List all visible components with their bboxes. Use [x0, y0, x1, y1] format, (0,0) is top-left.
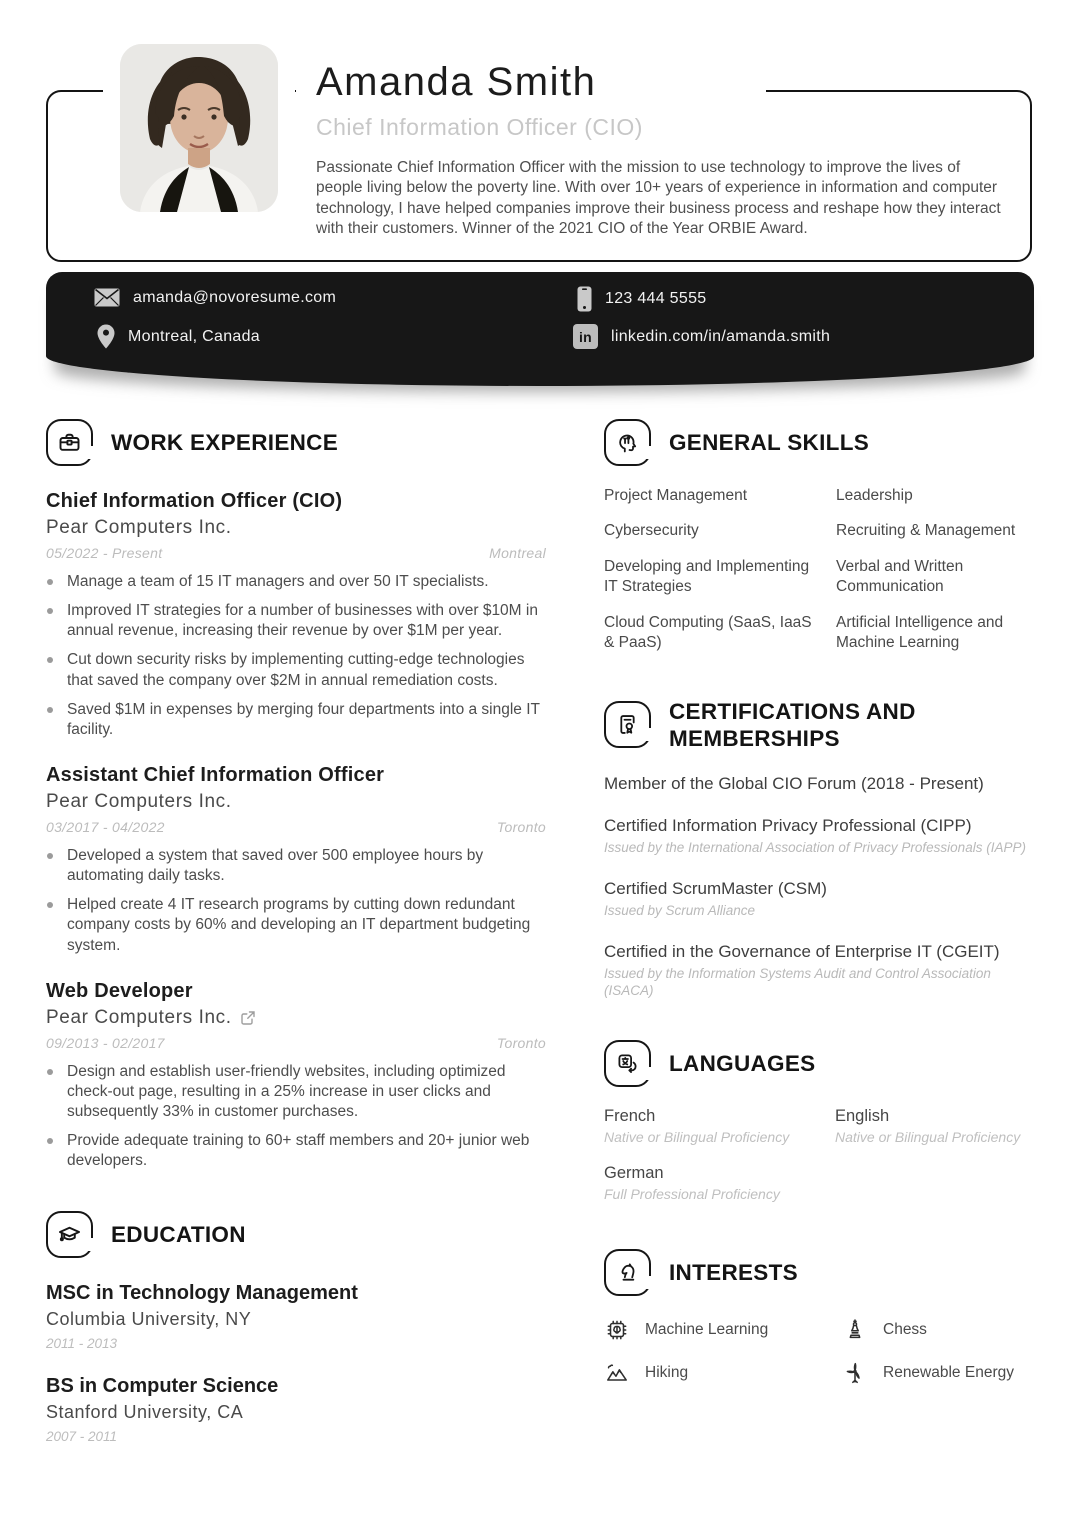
job-company-text: Pear Computers Inc. — [46, 1006, 232, 1028]
language-name: German — [604, 1163, 664, 1182]
education-entry — [46, 1375, 546, 1444]
job-location: Toronto — [496, 818, 546, 835]
language-name: French — [604, 1106, 656, 1125]
language-entry — [604, 1107, 835, 1145]
job-bullet: Design and establish user-friendly websites, including optimized check-out page, resulting in a 25% increase in user clicks and subsequently 33% in customer purchases. — [46, 1062, 546, 1122]
job-bullet: Manage a team of 15 IT managers and over 50 IT specialists. — [46, 572, 546, 592]
certification-name: Member of the Global CIO Forum (2018 - Present) — [604, 773, 984, 793]
section-work-experience — [46, 419, 546, 466]
certification-entry — [604, 815, 1040, 857]
svg-text:in: in — [578, 329, 593, 345]
certification-entry — [604, 878, 1040, 920]
skill-item: Leadership — [836, 487, 913, 504]
job-meta — [46, 1035, 546, 1051]
chess-piece-icon — [842, 1317, 868, 1343]
contact-linkedin-text: linkedin.com/in/amanda.smith — [611, 327, 831, 345]
mountains-icon — [604, 1360, 630, 1386]
interest-label: Chess — [883, 1320, 927, 1338]
section-certifications — [604, 698, 1040, 752]
section-title: GENERAL SKILLS — [669, 430, 870, 455]
certification-issuer: Issued by the International Association of Privacy Professionals (IAPP) — [604, 840, 1026, 856]
interest-label: Machine Learning — [645, 1320, 769, 1338]
interest-item — [604, 1360, 842, 1386]
certification-name: Certified Information Privacy Professional (CIPP) — [604, 815, 972, 835]
job-entry — [46, 980, 546, 1172]
person-name: Amanda Smith — [316, 60, 597, 104]
skill-item: Cloud Computing (SaaS, IaaS & PaaS) — [604, 613, 812, 652]
certificate-icon — [604, 701, 651, 748]
language-entry — [835, 1107, 1040, 1145]
contact-location[interactable] — [97, 324, 260, 349]
job-entry — [46, 490, 546, 740]
language-entry — [604, 1164, 835, 1202]
job-entry — [46, 764, 546, 956]
section-languages — [604, 1040, 1040, 1087]
interest-label: Renewable Energy — [883, 1363, 1014, 1381]
contact-phone[interactable] — [577, 286, 706, 312]
chess-knight-icon — [604, 1249, 651, 1296]
section-title: LANGUAGES — [669, 1050, 816, 1076]
profile-photo — [120, 44, 278, 212]
language-level: Full Professional Proficiency — [604, 1185, 780, 1202]
skill-item: Recruiting & Management — [836, 522, 1016, 540]
language-level: Native or Bilingual Proficiency — [604, 1128, 790, 1145]
contact-bar — [46, 272, 1034, 386]
linkedin-icon — [573, 324, 598, 349]
education-degree: BS in Computer Science — [46, 1375, 279, 1398]
certification-name: Certified ScrumMaster (CSM) — [604, 878, 827, 898]
location-pin-icon — [97, 324, 115, 349]
job-meta — [46, 819, 546, 835]
profile-summary: Passionate Chief Information Officer with the mission to use technology to improve the lives of people living below the poverty line. With over 10+ years of experience in information and computer technology, I have helped companies improve their business process and reshape how they interact with their customers. Winner of the 2021 CIO of the Year ORBIE Award. — [316, 159, 1001, 238]
languages-grid — [604, 1107, 1040, 1202]
job-company — [46, 1007, 546, 1029]
translate-icon — [604, 1040, 651, 1087]
certification-name: Certified in the Governance of Enterprise IT (CGEIT) — [604, 941, 1000, 961]
skill-item: Cybersecurity — [604, 522, 699, 540]
interest-label: Hiking — [645, 1363, 689, 1381]
contact-location-text: Montreal, Canada — [128, 327, 260, 345]
graduation-cap-icon — [46, 1211, 93, 1258]
language-name: English — [835, 1106, 890, 1125]
language-entry-empty — [835, 1164, 1040, 1202]
education-school: Stanford University, CA — [46, 1402, 244, 1423]
job-bullets — [46, 1062, 546, 1172]
envelope-icon — [94, 288, 120, 307]
briefcase-icon — [46, 419, 93, 466]
certification-issuer: Issued by Scrum Alliance — [604, 903, 756, 919]
job-dates: 09/2013 - 02/2017 — [46, 1034, 165, 1051]
skill-item: Developing and Implementing IT Strategies — [604, 557, 810, 596]
interest-item — [842, 1360, 1040, 1386]
education-school: Columbia University, NY — [46, 1309, 252, 1330]
section-title: EDUCATION — [111, 1222, 246, 1248]
job-meta — [46, 545, 546, 561]
job-bullet: Developed a system that saved over 500 employee hours by automating daily tasks. — [46, 846, 546, 886]
job-bullets — [46, 846, 546, 956]
education-entry — [46, 1282, 546, 1351]
job-dates: 05/2022 - Present — [46, 545, 163, 561]
job-bullet: Cut down security risks by implementing cutting-edge technologies that saved the company over $2M in annual remediation costs. — [46, 650, 546, 690]
portrait-illustration — [120, 44, 278, 212]
header-text-block — [316, 60, 1016, 240]
chip-brain-icon — [604, 1317, 630, 1343]
certification-entry — [604, 773, 1040, 794]
external-link-icon[interactable] — [241, 1011, 255, 1025]
job-title: Web Developer — [46, 979, 193, 1002]
wind-turbine-icon — [842, 1360, 868, 1386]
job-company: Pear Computers Inc. — [46, 517, 232, 538]
skill-item: Artificial Intelligence and Machine Learning — [836, 613, 1004, 652]
skills-grid — [604, 486, 1040, 654]
section-general-skills — [604, 419, 1040, 466]
interest-item — [604, 1317, 842, 1343]
section-education — [46, 1211, 546, 1258]
job-bullet: Helped create 4 IT research programs by cutting down redundant company costs by 60% and developing an IT department budgeting system. — [46, 895, 546, 955]
education-dates: 2007 - 2011 — [46, 1429, 118, 1445]
interests-grid — [604, 1317, 1040, 1386]
job-bullet: Provide adequate training to 60+ staff members and 20+ junior web developers. — [46, 1131, 546, 1171]
contact-linkedin[interactable] — [573, 324, 830, 349]
section-title: INTERESTS — [669, 1259, 798, 1285]
skill-item: Verbal and Written Communication — [836, 557, 964, 596]
job-location: Toronto — [496, 1034, 546, 1051]
section-title: WORK EXPERIENCE — [111, 430, 339, 455]
language-level: Native or Bilingual Proficiency — [835, 1128, 1021, 1145]
job-dates: 03/2017 - 04/2022 — [46, 818, 165, 835]
person-title: Chief Information Officer (CIO) — [316, 114, 643, 140]
education-degree: MSC in Technology Management — [46, 1282, 358, 1305]
contact-email[interactable] — [94, 288, 336, 307]
profile-photo-card — [103, 28, 295, 228]
head-skills-icon — [604, 419, 651, 466]
certification-issuer: Issued by the Information Systems Audit and Control Association (ISACA) — [604, 965, 991, 999]
section-interests — [604, 1249, 1040, 1296]
phone-icon — [577, 286, 592, 312]
job-company: Pear Computers Inc. — [46, 790, 232, 812]
interest-item — [842, 1317, 1040, 1343]
contact-phone-text: 123 444 5555 — [605, 290, 707, 307]
job-bullet: Improved IT strategies for a number of businesses with over $10M in annual revenue, increasing their revenue by over $1M per year. — [46, 601, 546, 641]
education-dates: 2011 - 2013 — [46, 1336, 118, 1352]
skill-item: Project Management — [604, 487, 748, 504]
certification-entry — [604, 941, 1040, 1000]
section-title: CERTIFICATIONS AND MEMBERSHIPS — [669, 698, 916, 751]
job-location: Montreal — [489, 545, 546, 561]
contact-email-text: amanda@novoresume.com — [133, 288, 337, 306]
job-bullets — [46, 572, 546, 740]
job-title: Assistant Chief Information Officer — [46, 763, 385, 786]
job-bullet: Saved $1M in expenses by merging four departments into a single IT facility. — [46, 700, 546, 740]
job-title: Chief Information Officer (CIO) — [46, 490, 343, 512]
